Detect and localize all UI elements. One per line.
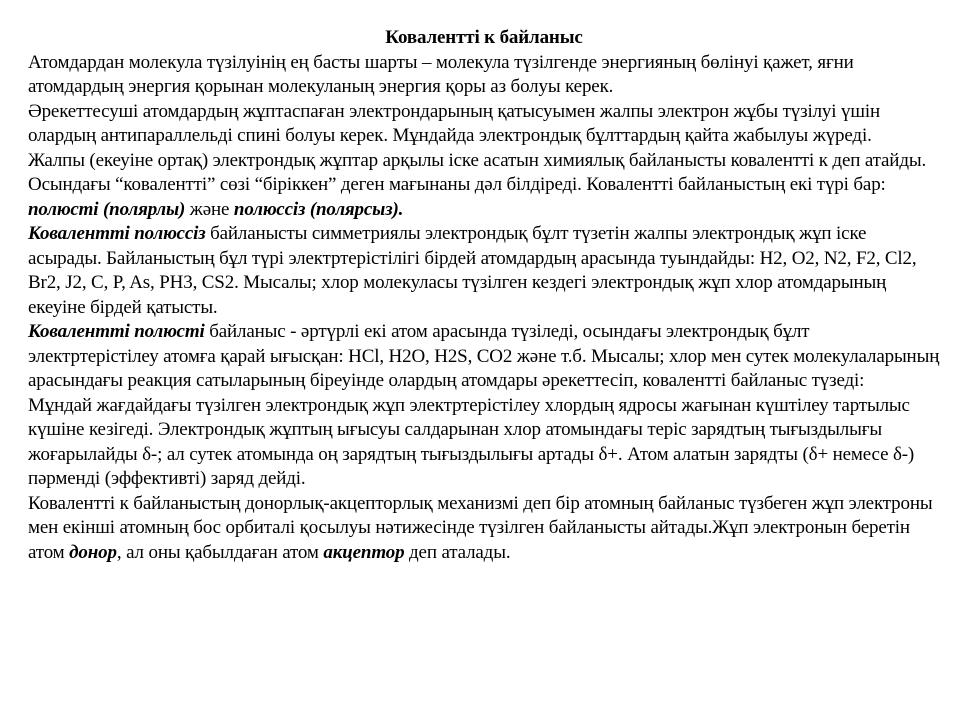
paragraph-covalent-types	[28, 173, 940, 222]
donor-acceptor-end: деп аталады.	[404, 541, 511, 563]
term-polar-covalent: Ковалентті полюсті	[28, 321, 205, 342]
paragraph-polar-bond	[28, 320, 940, 394]
paragraph-electron-pair: Әрекеттесуші атомдардың жұптаспаған электрондарының қатысуымен жалпы электрон жұбы түзілуі үшін олардың антипараллельді спині болуы керек. Мұндайда электрондық бұлттардың қайта жабылуы жүреді.	[28, 100, 880, 146]
paragraph-donor-acceptor	[28, 492, 940, 566]
nonpolar-description: байланысты симметриялы электрондық бұлт түзетін жалпы электрондық жұп іске асырады. Байланыстың бұл түрі электртерістілігі бірдей атомдардың арасында туындайды: H2, O2, N2, F2, Cl2, Br2, J2, C, P, As, PH3, CS2. Мысалы; хлор молекуласы түзілген кездегі электрондық жұп хлор атомдарының екеуіне бірдей қатысты.	[28, 223, 917, 318]
paragraph-molecule-formation: Атомдардан молекула түзілуінің ең басты шарты – молекула түзілгенде энергияның бөлінуі қажет, яғни атомдардың энергия қорынан молекуланың энергия қоры аз болуы керек.	[28, 51, 854, 97]
term-acceptor: акцептор	[323, 541, 405, 563]
term-polar: полюсті (полярлы)	[28, 198, 186, 220]
term-nonpolar-covalent: Ковалентті полюссіз	[28, 223, 206, 244]
paragraph-nonpolar-bond	[28, 222, 940, 320]
types-intro-text: Осындағы “ковалентті” сөзі “біріккен” деген мағынаны дәл білдіреді. Ковалентті байланыстың екі түрі бар:	[28, 174, 886, 195]
donor-acceptor-mid: , ал оны қабылдаған атом	[116, 541, 324, 563]
page-title: Ковалентті к байланыс	[385, 27, 583, 48]
paragraph-effective-charge: Мұндай жағдайдағы түзілген электрондық жұп электртерістілеу хлордың ядросы жағынан күштілеу тартылыс күшіне кезігеді. Электрондық жұптың ығысуы салдарынан хлор атомындағы теріс зарядтың тығыздылығы жоғарылайды δ-; ал сутек атомында оң зарядтың тығыздылығы артады δ+. Атом алатын зарядты (δ+ немесе δ-) пәрменді (эффективті) заряд дейді.	[28, 394, 915, 489]
paragraph-covalent-definition: Жалпы (екеуіне ортақ) электрондық жұптар арқылы іске асатын химиялық байланысты ковалентті к деп атайды.	[28, 149, 927, 171]
polar-description: байланыс - әртүрлі екі атом арасында түзіледі, осындағы электрондық бұлт электртерістілеу атомға қарай ығысқан: HCl, H2O, H2S, CO2 және т.б. Мысалы; хлор мен сутек молекулаларының арасындағы реакция сатыларының біреуінде олардың атомдары әрекеттесіп, ковалентті байланыс түзеді:	[28, 321, 940, 391]
types-conjunction: және	[185, 198, 234, 220]
donor-acceptor-text: Ковалентті к байланыстың донорлық-акцепторлық механизмі деп бір атомның байланыс түзбеген жұп электроны мен екінші атомның бос орбиталі қосылуы нәтижесінде түзілген байланысты айтады.Жұп электронын беретін атом	[28, 492, 933, 563]
document-page	[28, 26, 940, 565]
term-donor: донор	[69, 541, 117, 563]
term-nonpolar: полюссіз (полярсыз).	[233, 198, 404, 220]
